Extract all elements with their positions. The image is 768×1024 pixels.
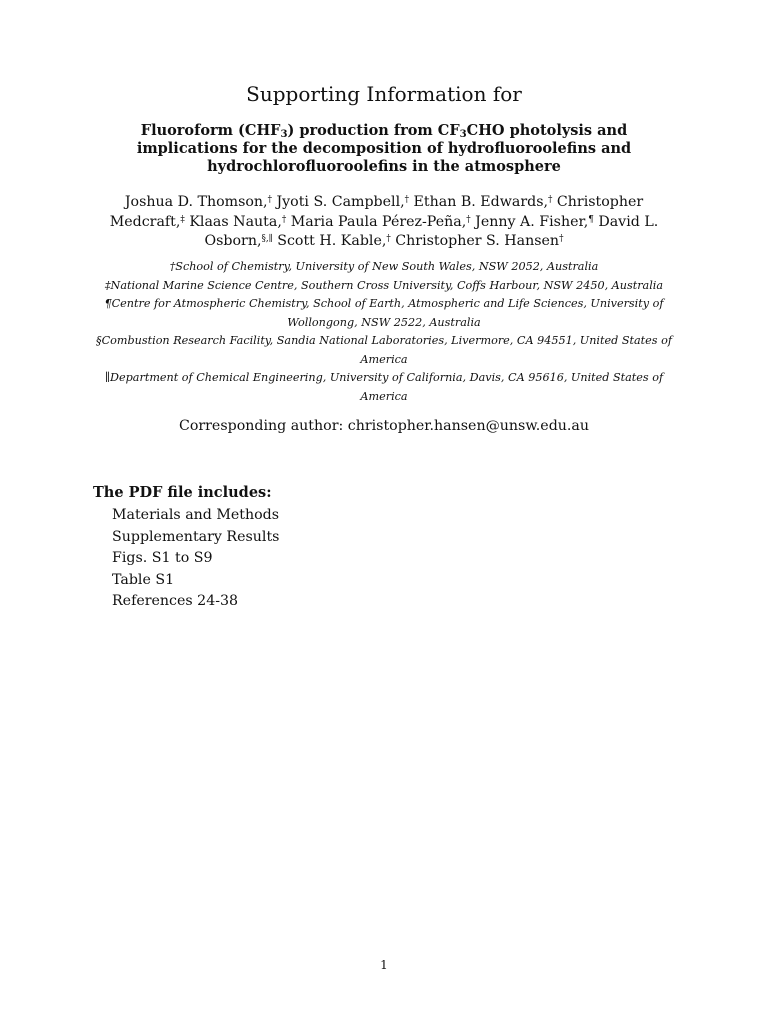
author-list [86,193,682,252]
affiliation: †School of Chemistry, University of New South Wales, NSW 2052, Australia [169,260,599,273]
affiliation: ‡National Marine Science Centre, Southern Cross University, Coffs Harbour, NSW 2450, Australia [104,278,664,292]
paper-title [92,122,676,176]
author: David L. Osborn,§,∥ [204,213,659,249]
author: Jenny A. Fisher,¶ [475,213,594,230]
author: Christopher S. Hansen† [395,233,564,249]
author: Ethan B. Edwards,† [413,194,553,210]
list-item: Supplementary Results [112,528,280,545]
title-part-1: Fluoroform (CHF [140,122,281,139]
page-number: 1 [380,958,388,972]
author: Klaas Nauta,† [189,213,287,230]
affiliation: ¶Centre for Atmospheric Chemistry, School of Earth, Atmospheric and Life Sciences, University of Wollongong, NSW 2522, Australia [104,297,664,329]
list-item: Figs. S1 to S9 [112,550,213,566]
author: Scott H. Kable,† [277,233,391,249]
affiliation: §Combustion Research Facility, Sandia National Laboratories, Livermore, CA 94551, United States of America [96,334,672,366]
author: Christopher Medcraft,‡ [109,194,644,230]
title-part-2: ) production from CF [287,122,460,139]
list-item: Materials and Methods [112,507,280,523]
corresponding-author: Corresponding author: christopher.hansen@unsw.edu.au [178,418,590,434]
title-subscript-2: 3 [459,128,467,141]
list-item: References 24-38 [112,593,239,609]
author: Jyoti S. Campbell,† [276,194,410,210]
includes-list [112,505,279,613]
list-item: Table S1 [112,571,175,588]
affiliation: ∥Department of Chemical Engineering, University of California, Davis, CA 95616, United States of America [104,371,664,403]
includes-heading: The PDF file includes: [93,484,272,501]
author: Joshua D. Thomson,† [124,194,272,210]
title-subscript-1: 3 [280,128,288,141]
supporting-information-heading: Supporting Information for [246,82,522,106]
title-part-3: CHO photolysis and implications for the decomposition of hydrofluoroolefins and hydrochlorofluoroolefins in the atmosphere [136,122,632,175]
author: Maria Paula Pérez-Peña,† [290,213,471,230]
affiliation-list [96,258,672,406]
